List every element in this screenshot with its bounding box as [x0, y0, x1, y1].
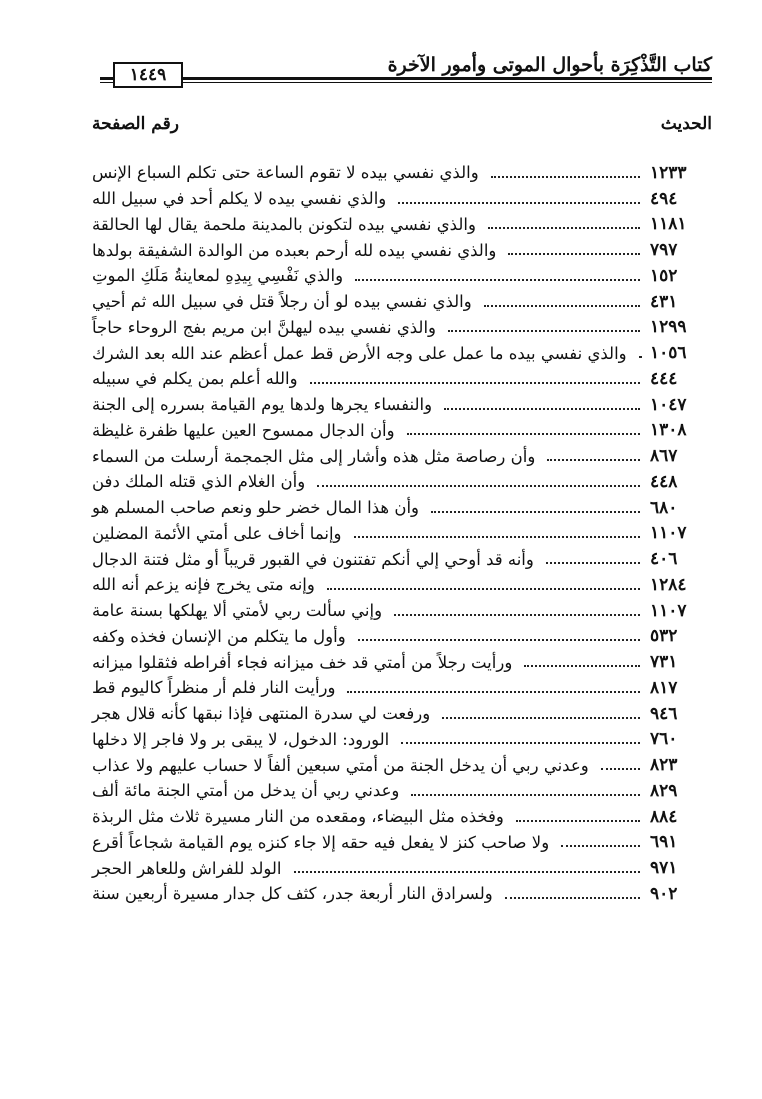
index-entry: [92, 263, 712, 289]
dot-leader: [505, 897, 640, 899]
page-number-ref: ١٠٥٦: [650, 343, 687, 364]
hadith-text: والذي نفسي بيده ما عمل على وجه الأرض قط عمل أعظم عند الله بعد الشرك: [92, 343, 627, 363]
page-number-ref: ٩٧١: [650, 858, 678, 879]
hadith-text: والذي نفسي بيده لله أرحم بعبده من الوالدة الشفيقة بولدها: [92, 240, 497, 260]
index-entry: [92, 881, 712, 907]
hadith-text: والله أعلم بمن يكلم في سبيله: [92, 369, 298, 389]
index-entry: [92, 495, 712, 521]
dot-leader: [524, 665, 640, 667]
index-entry: [92, 443, 712, 469]
index-entry: [92, 212, 712, 238]
index-entry: [92, 598, 712, 624]
page-number: ١٤٤٩: [113, 62, 183, 88]
index-entry: [92, 160, 712, 186]
column-headings: [92, 114, 712, 140]
page-number-ref: ٧٣١: [650, 652, 678, 673]
hadith-text: والذي نفسي بيده لتكونن بالمدينة ملحمة يقال لها الحالقة: [92, 214, 476, 234]
page-number-ref: ٨٨٤: [650, 806, 678, 827]
page-number-ref: ١١٠٧: [650, 600, 687, 621]
index-entry: [92, 392, 712, 418]
page-number-ref: ٥٣٢: [650, 626, 678, 647]
dot-leader: [411, 794, 640, 796]
page-number-ref: ٤٤٨: [650, 471, 678, 492]
index-entry: [92, 469, 712, 495]
dot-leader: [484, 305, 640, 307]
dot-leader: [310, 382, 640, 384]
hadith-text: ورفعت لي سدرة المنتهى فإذا نبقها كأنه قلال هجر: [92, 704, 431, 724]
index-entry: [92, 649, 712, 675]
dot-leader: [508, 253, 640, 255]
index-entry: [92, 418, 712, 444]
hadith-text: وأنه قد أوحي إلي أنكم تفتنون في القبور قريباً أو مثل فتنة الدجال: [92, 549, 534, 569]
index-entry: [92, 804, 712, 830]
page-number-ref: ٨١٧: [650, 677, 678, 698]
hadith-text: ورأيت النار فلم أر منظراً كاليوم قط: [92, 678, 336, 698]
page-number-ref: ٤٣١: [650, 291, 678, 312]
dot-leader: [294, 871, 641, 873]
page-header: [100, 48, 712, 88]
page-number-ref: ٤٤٤: [650, 368, 678, 389]
page-number-ref: ٧٦٠: [650, 729, 678, 750]
dot-leader: [394, 614, 640, 616]
book-title: كتاب التَّذْكِرَة بأحوال الموتى وأمور الآخرة: [387, 54, 712, 76]
hadith-column-heading: الحديث: [660, 114, 712, 134]
page-number-ref: ١٢٣٣: [650, 162, 687, 183]
index-entry: [92, 315, 712, 341]
index-entry: [92, 855, 712, 881]
dot-leader: [639, 356, 640, 358]
dot-leader: [317, 485, 640, 487]
page-number-ref: ١٢٩٩: [650, 317, 687, 338]
index-entry: [92, 572, 712, 598]
hadith-index-list: [92, 160, 712, 907]
page-number-ref: ٨٦٧: [650, 446, 678, 467]
index-entry: [92, 340, 712, 366]
index-entry: [92, 675, 712, 701]
dot-leader: [488, 227, 640, 229]
page-number-ref: ١١٨١: [650, 214, 687, 235]
dot-leader: [516, 820, 640, 822]
hadith-text: وعدني ربي أن يدخل الجنة من أمتي سبعين ألفاً لا حساب عليهم ولا عذاب: [92, 755, 589, 775]
hadith-text: والذي نفسي بيده لا تقوم الساعة حتى تكلم السباع الإنس: [92, 163, 479, 183]
page-number-ref: ٦٨٠: [650, 497, 678, 518]
index-entry: [92, 521, 712, 547]
page-number-ref: ١٣٠٨: [650, 420, 687, 441]
hadith-text: وأن هذا المال خضر حلو ونعم صاحب المسلم هو: [92, 498, 420, 518]
dot-leader: [347, 691, 640, 693]
header-rule-thin: [100, 82, 712, 83]
hadith-text: والذي نفسي بيده ليهلنَّ ابن مريم بفج الروحاء حاجاً: [92, 317, 437, 337]
dot-leader: [561, 845, 640, 847]
page-number-ref: ١١٠٧: [650, 523, 687, 544]
dot-leader: [401, 742, 640, 744]
hadith-text: وعدني ربي أن يدخل من أمتي الجنة مائة ألف: [92, 781, 400, 801]
hadith-text: وأن الدجال ممسوح العين عليها ظفرة غليظة: [92, 420, 395, 440]
hadith-text: وإنه متى يخرج فإنه يزعم أنه الله: [92, 575, 315, 595]
page-number-ref: ٤٩٤: [650, 188, 678, 209]
dot-leader: [354, 536, 641, 538]
dot-leader: [407, 433, 640, 435]
index-entry: [92, 546, 712, 572]
dot-leader: [431, 511, 640, 513]
hadith-text: والذي نفسي بيده لا يكلم أحد في سبيل الله: [92, 189, 387, 209]
hadith-text: وإنما أخاف على أمتي الأئمة المضلين: [92, 523, 342, 543]
dot-leader: [442, 717, 640, 719]
index-entry: [92, 289, 712, 315]
dot-leader: [448, 330, 640, 332]
dot-leader: [601, 768, 640, 770]
hadith-text: وفخذه مثل البيضاء، ومقعده من النار مسيرة ثلاث مثل الربذة: [92, 807, 504, 827]
hadith-text: ولا صاحب كنز لا يفعل فيه حقه إلا جاء كنزه يوم القيامة شجاعاً أقرع: [92, 832, 550, 852]
page-number-ref: ٨٢٩: [650, 780, 678, 801]
hadith-text: ولسرادق النار أربعة جدر، كثف كل جدار مسيرة أربعين سنة: [92, 884, 493, 904]
page-number-ref: ١٢٨٤: [650, 574, 687, 595]
hadith-text: الورود: الدخول، لا يبقى بر ولا فاجر إلا دخلها: [92, 729, 390, 749]
page-column-heading: رقم الصفحة: [92, 114, 179, 134]
index-entry: [92, 624, 712, 650]
index-entry: [92, 186, 712, 212]
dot-leader: [355, 279, 640, 281]
header-rule-thick: [100, 77, 712, 80]
hadith-text: وأول ما يتكلم من الإنسان فخذه وكفه: [92, 626, 346, 646]
page-number-ref: ٦٩١: [650, 832, 678, 853]
dot-leader: [327, 588, 640, 590]
index-entry: [92, 237, 712, 263]
hadith-text: وأن رصاصة مثل هذه وأشار إلى مثل الجمجمة أرسلت من السماء: [92, 446, 536, 466]
index-entry: [92, 366, 712, 392]
dot-leader: [398, 202, 640, 204]
page-number-ref: ١٥٢: [650, 265, 678, 286]
hadith-text: والنفساء يجرها ولدها يوم القيامة بسرره إلى الجنة: [92, 395, 433, 415]
index-entry: [92, 830, 712, 856]
hadith-text: وإني سألت ربي لأمتي ألا يهلكها بسنة عامة: [92, 601, 383, 621]
page-number-ref: ٧٩٧: [650, 240, 678, 261]
index-entry: [92, 727, 712, 753]
dot-leader: [547, 459, 640, 461]
hadith-text: الولد للفراش وللعاهر الحجر: [92, 858, 282, 878]
page-number-ref: ٤٠٦: [650, 549, 678, 570]
page-number-ref: ٨٢٣: [650, 755, 678, 776]
hadith-text: ورأيت رجلاً من أمتي قد خف ميزانه فجاء أفراطه فثقلوا ميزانه: [92, 652, 513, 672]
hadith-text: والذي نفسي بيده لو أن رجلاً قتل في سبيل الله ثم أحيي: [92, 292, 472, 312]
hadith-text: وأن الغلام الذي قتله الملك دفن: [92, 472, 306, 492]
dot-leader: [546, 562, 640, 564]
index-entry: [92, 778, 712, 804]
page-number-ref: ٩٠٢: [650, 883, 678, 904]
page-number-ref: ١٠٤٧: [650, 394, 687, 415]
dot-leader: [358, 639, 640, 641]
page-number-ref: ٩٤٦: [650, 703, 678, 724]
index-entry: [92, 701, 712, 727]
index-entry: [92, 752, 712, 778]
dot-leader: [491, 176, 640, 178]
dot-leader: [444, 408, 640, 410]
hadith-text: والذي نَفْسِي بِيدِهِ لمعاينةُ مَلَكِ الموتِ: [92, 266, 344, 286]
